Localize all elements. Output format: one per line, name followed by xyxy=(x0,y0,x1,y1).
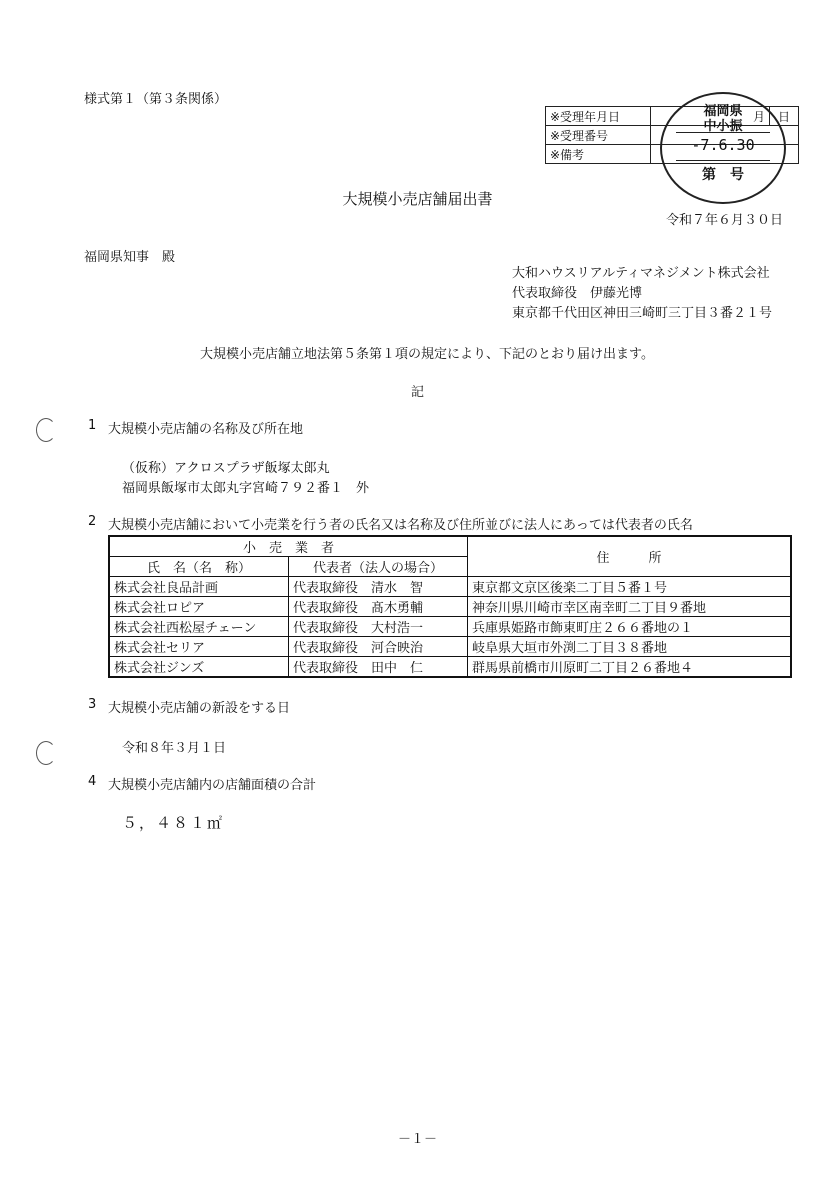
table-row xyxy=(109,577,791,597)
retailer-representative: 代表取締役 髙木勇輔 xyxy=(289,597,468,617)
retailer-name: 株式会社セリア xyxy=(109,637,289,657)
retailer-address: 東京都文京区後楽二丁目５番１号 xyxy=(468,577,792,597)
ki-heading: 記 xyxy=(410,385,424,400)
reception-date-month: 月 xyxy=(651,107,770,126)
section-3-number: 3 xyxy=(88,697,97,712)
stamp-prefecture: 福岡県 xyxy=(703,104,743,119)
section-4-number: 4 xyxy=(88,774,97,789)
retailers-address-header: 住 所 xyxy=(468,536,792,577)
retailer-address: 岐阜県大垣市外渕二丁目３８番地 xyxy=(468,637,792,657)
section-2-number: 2 xyxy=(88,514,97,529)
section-4-heading: 大規模小売店舗内の店舗面積の合計 xyxy=(108,778,317,793)
reception-remarks-label: ※備考 xyxy=(546,145,651,164)
retailer-name: 株式会社ロピア xyxy=(109,597,289,617)
reception-number-label: ※受理番号 xyxy=(546,126,651,145)
submission-date: 令和７年６月３０日 xyxy=(665,213,783,228)
page-number: －１－ xyxy=(397,1132,437,1147)
retailers-group-header: 小 売 業 者 xyxy=(109,536,468,557)
form-number: 様式第１（第３条関係） xyxy=(84,92,228,107)
stamp-office: 中小振 xyxy=(703,119,743,134)
section-2-heading: 大規模小売店舗において小売業を行う者の氏名又は名称及び住所並びに法人にあっては代表者の氏名 xyxy=(108,518,693,533)
document-title: 大規模小売店舗届出書 xyxy=(342,190,493,208)
margin-check-mark xyxy=(36,418,56,442)
submitter-company: 大和ハウスリアルティマネジメント株式会社 xyxy=(512,266,770,281)
retailers-name-header: 氏 名（名 称） xyxy=(109,557,289,577)
store-name: （仮称）アクロスプラザ飯塚太郎丸 xyxy=(122,461,330,476)
submitter-representative: 代表取締役 伊藤光博 xyxy=(512,286,643,301)
section-1-heading: 大規模小売店舗の名称及び所在地 xyxy=(108,422,304,437)
table-row xyxy=(109,637,791,657)
stamp-date: -7.6.30 xyxy=(691,136,755,154)
table-row xyxy=(109,657,791,678)
table-row xyxy=(109,617,791,637)
submitter-address: 東京都千代田区神田三崎町三丁目３番２１号 xyxy=(512,306,773,321)
stamp-number: 第 号 xyxy=(702,167,744,183)
reception-date-label: ※受理年月日 xyxy=(546,107,651,126)
preamble: 大規模小売店舗立地法第５条第１項の規定により、下記のとおり届け出ます。 xyxy=(200,347,654,362)
retailer-address: 神奈川県川崎市幸区南幸町二丁目９番地 xyxy=(468,597,792,617)
reception-date-day: 日 xyxy=(770,107,799,126)
retailers-header-row-1 xyxy=(109,536,791,557)
margin-check-mark xyxy=(36,741,56,765)
retailer-name: 株式会社西松屋チェーン xyxy=(109,617,289,637)
table-row xyxy=(109,597,791,617)
opening-date: 令和８年３月１日 xyxy=(122,741,227,756)
retailer-address: 群馬県前橋市川原町二丁目２６番地４ xyxy=(468,657,792,678)
stamp-divider-top xyxy=(676,132,770,133)
stamp-divider-bottom xyxy=(676,160,770,161)
section-3-heading: 大規模小売店舗の新設をする日 xyxy=(108,701,291,716)
retailer-representative: 代表取締役 田中 仁 xyxy=(289,657,468,678)
retailers-rep-header: 代表者（法人の場合） xyxy=(289,557,468,577)
retailer-name: 株式会社ジンズ xyxy=(109,657,289,678)
retailer-representative: 代表取締役 大村浩一 xyxy=(289,617,468,637)
retailer-address: 兵庫県姫路市飾東町庄２６６番地の１ xyxy=(468,617,792,637)
addressee: 福岡県知事 殿 xyxy=(84,250,176,265)
retailer-representative: 代表取締役 清水 智 xyxy=(289,577,468,597)
floor-area: ５，４８１㎡ xyxy=(122,814,225,832)
submitter-block xyxy=(512,264,772,324)
section-1-number: 1 xyxy=(88,418,97,433)
retailer-representative: 代表取締役 河合映治 xyxy=(289,637,468,657)
store-location: 福岡県飯塚市太郎丸字宮崎７９２番１ 外 xyxy=(122,481,370,496)
retailer-name: 株式会社良品計画 xyxy=(109,577,289,597)
retailers-table xyxy=(108,535,792,678)
